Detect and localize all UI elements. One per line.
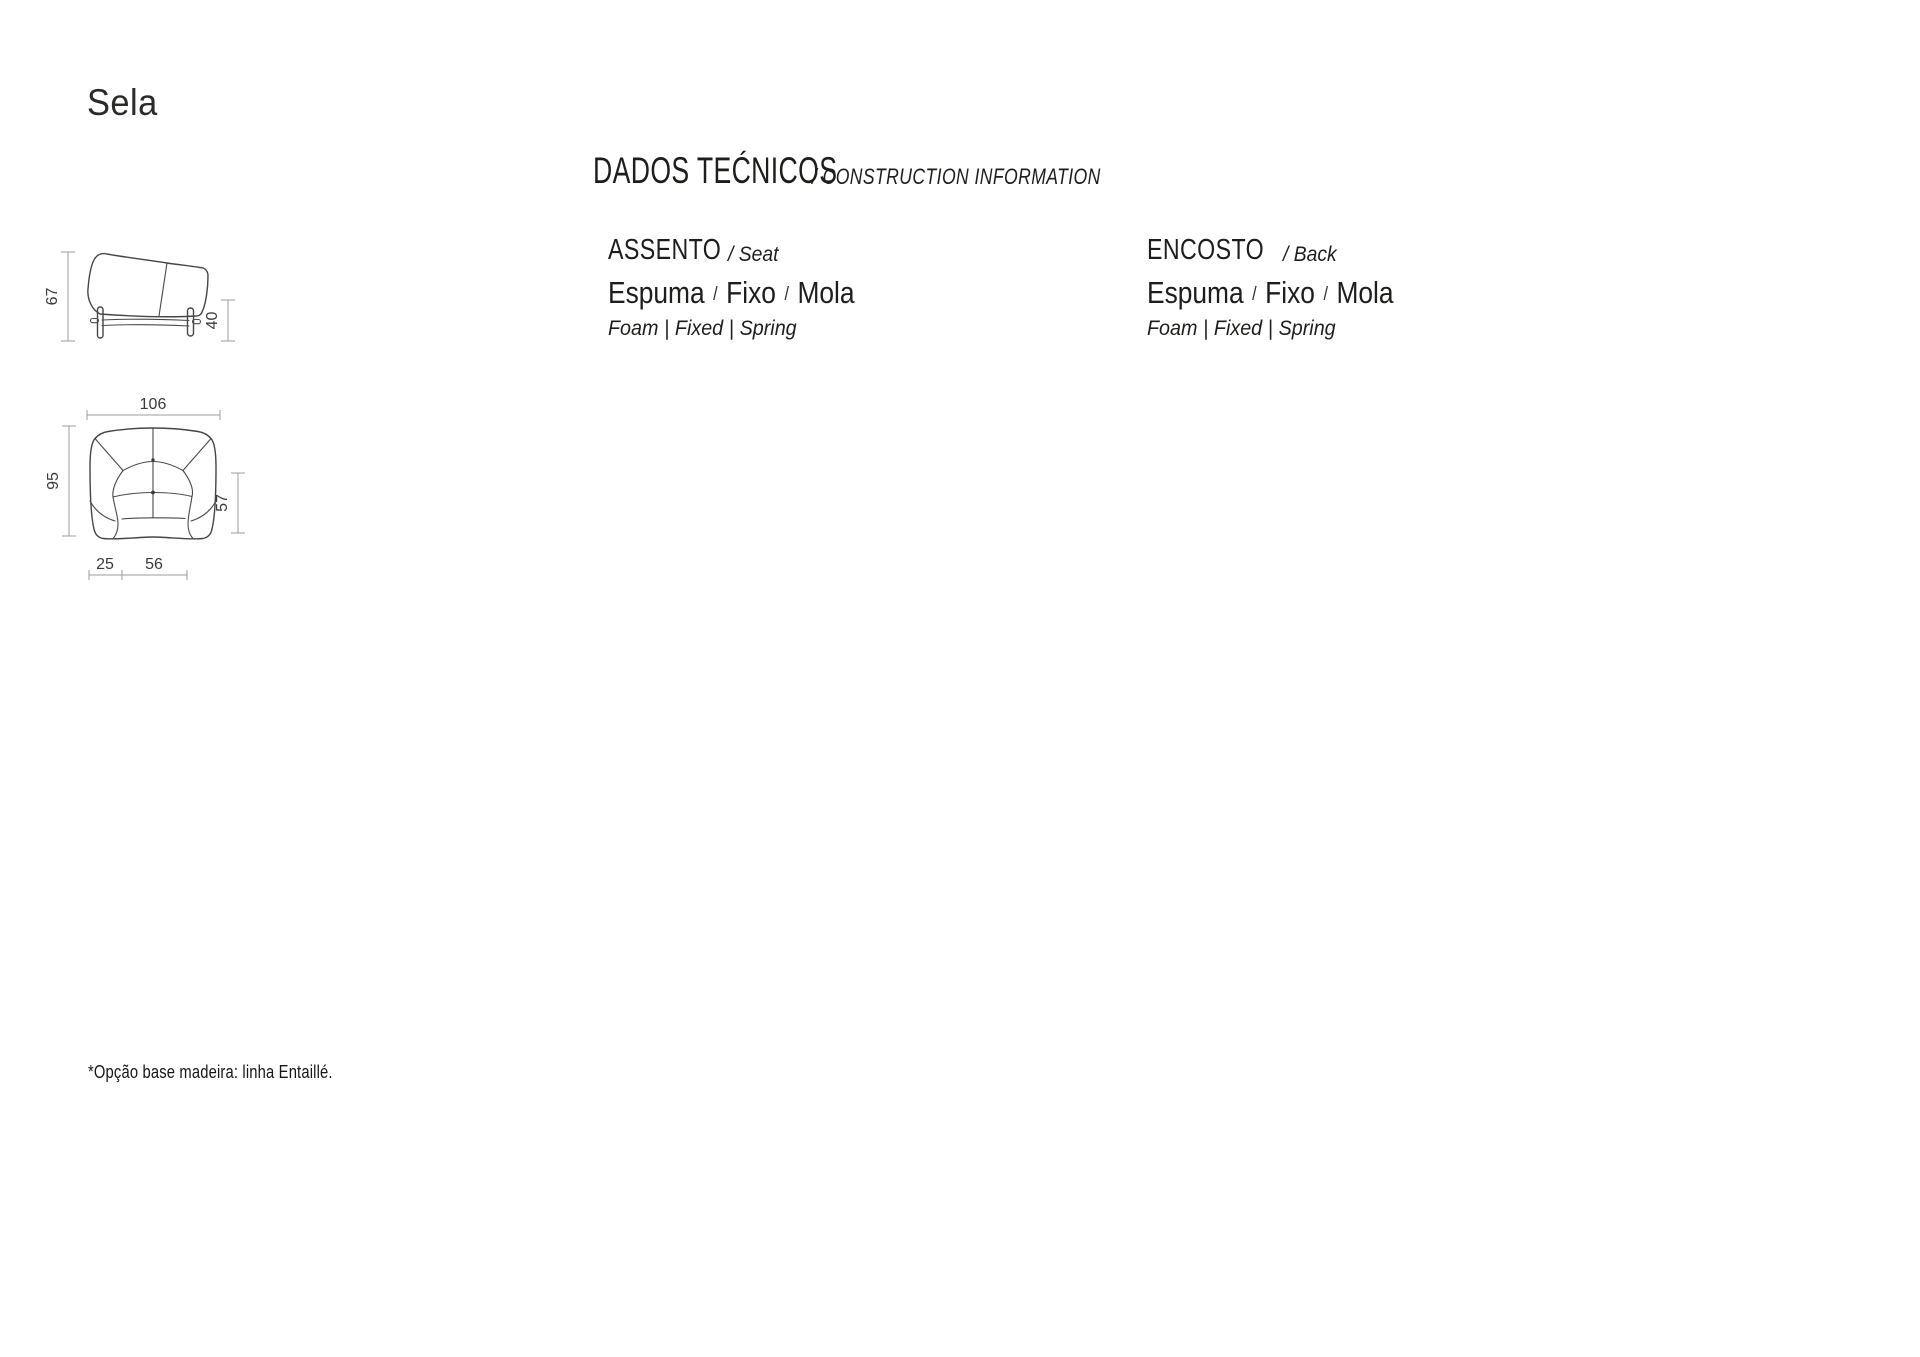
page-title: Sela: [87, 82, 158, 123]
dim-label-25: 25: [96, 556, 114, 573]
front-view-drawing: [45, 385, 250, 590]
pipe-separator: |: [664, 317, 670, 340]
dimension-25-56: [89, 556, 187, 580]
dim-label-40: 40: [204, 311, 221, 330]
back-value-spring-en: Spring: [1278, 317, 1336, 340]
dimension-95: [45, 426, 76, 536]
seat-values-en: [608, 318, 797, 339]
dimension-57: [214, 473, 245, 533]
back-value-spring-pt: Mola: [1336, 275, 1394, 310]
dim-label-56: 56: [145, 556, 163, 573]
back-values-pt: [1147, 277, 1394, 308]
pipe-separator: |: [1203, 317, 1209, 340]
back-values-en: [1147, 318, 1336, 339]
slash-separator: /: [784, 284, 789, 305]
side-view-drawing: [40, 245, 250, 350]
pipe-separator: |: [728, 317, 734, 340]
chair-front-outline: [90, 428, 216, 539]
seat-value-foam-pt: Espuma: [608, 275, 705, 310]
footnote: *Opção base madeira: linha Entaillé.: [88, 1062, 333, 1082]
dimension-106: [87, 396, 220, 420]
back-value-foam-en: Foam: [1147, 317, 1198, 340]
slash-separator: /: [1323, 284, 1328, 305]
dim-label-67: 67: [44, 287, 61, 306]
seat-value-foam-en: Foam: [608, 317, 659, 340]
seat-values-pt: [608, 277, 855, 308]
slash-separator: /: [713, 284, 718, 305]
back-value-fixed-pt: Fixo: [1265, 275, 1315, 310]
dim-label-57: 57: [214, 494, 231, 512]
dimension-40: [204, 300, 235, 341]
spec-block-back: [1147, 236, 1617, 351]
seam-marker-top: [151, 458, 154, 461]
section-heading-en: / CONSTRUCTION INFORMATION: [812, 164, 1101, 189]
section-heading-pt: DADOS TEĆNICOS: [593, 150, 838, 191]
slash-separator: /: [1252, 284, 1257, 305]
pipe-separator: |: [1267, 317, 1273, 340]
seat-value-spring-en: Spring: [739, 317, 797, 340]
seat-label-pt: ASSENTO: [608, 234, 722, 266]
back-label-pt: ENCOSTO: [1147, 234, 1265, 266]
seat-value-fixed-en: Fixed: [674, 317, 724, 340]
seat-value-spring-pt: Mola: [797, 275, 855, 310]
chair-side-outline: [88, 254, 208, 338]
seat-value-fixed-pt: Fixo: [726, 275, 776, 310]
back-value-foam-pt: Espuma: [1147, 275, 1244, 310]
dim-label-95: 95: [45, 472, 62, 490]
dim-label-106: 106: [139, 396, 167, 413]
spec-block-seat: [608, 236, 1078, 351]
back-label-en: / Back: [1283, 243, 1337, 266]
back-value-fixed-en: Fixed: [1213, 317, 1263, 340]
seam-marker-center: [151, 491, 155, 495]
dimension-67: [44, 252, 75, 341]
seat-label-en: / Seat: [728, 243, 779, 266]
